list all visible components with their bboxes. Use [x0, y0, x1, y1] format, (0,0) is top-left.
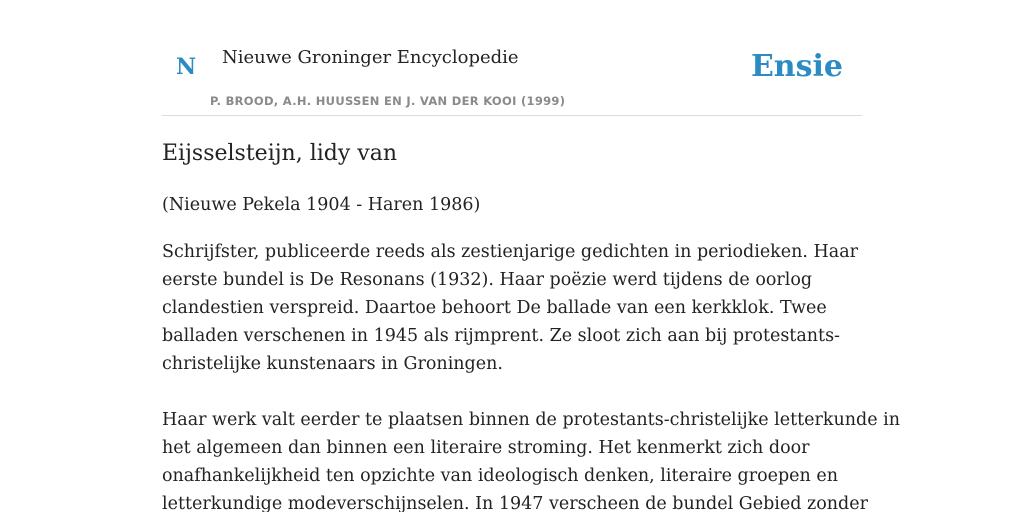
paragraph-line: eerste bundel is De Resonans (1932). Haar poëzie werd tijdens de oorlog [162, 270, 813, 290]
book-authors: P. BROOD, A.H. HUUSSEN EN J. VAN DER KOOI (1999) [210, 94, 566, 108]
paragraph-line: Haar werk valt eerder te plaatsen binnen de protestants-christelijke letterkunde in [162, 410, 901, 430]
paragraph-line: Schrijfster, publiceerde reeds als zestienjarige gedichten in periodieken. Haar [162, 242, 859, 262]
book-title-link[interactable]: Nieuwe Groninger Encyclopedie [222, 47, 519, 68]
paragraph-line: balladen verschenen in 1945 als rijmprent. Ze sloot zich aan bij protestants- [162, 326, 840, 346]
paragraph-line: het algemeen dan binnen een literaire stroming. Het kenmerkt zich door [162, 438, 810, 458]
paragraph-line: christelijke kunstenaars in Groningen. [162, 354, 503, 374]
paragraph-line: onafhankelijkheid ten opzichte van ideologisch denken, literaire groepen en [162, 466, 838, 486]
book-logo[interactable]: N [176, 54, 197, 80]
article [162, 138, 901, 512]
paragraph-line: clandestien verspreid. Daartoe behoort De ballade van een kerkklok. Twee [162, 298, 827, 318]
entry-title: Eijsselsteijn, lidy van [162, 141, 398, 166]
paragraph-2 [162, 406, 901, 512]
paragraph-1 [162, 238, 862, 378]
ensie-brand-logo[interactable]: Ensie [750, 49, 843, 84]
paragraph-line: letterkundige modeverschijnselen. In 1947 verscheen de bundel Gebied zonder [162, 494, 868, 512]
entry-dates: (Nieuwe Pekela 1904 - Haren 1986) [162, 195, 481, 215]
book-header [162, 30, 862, 116]
